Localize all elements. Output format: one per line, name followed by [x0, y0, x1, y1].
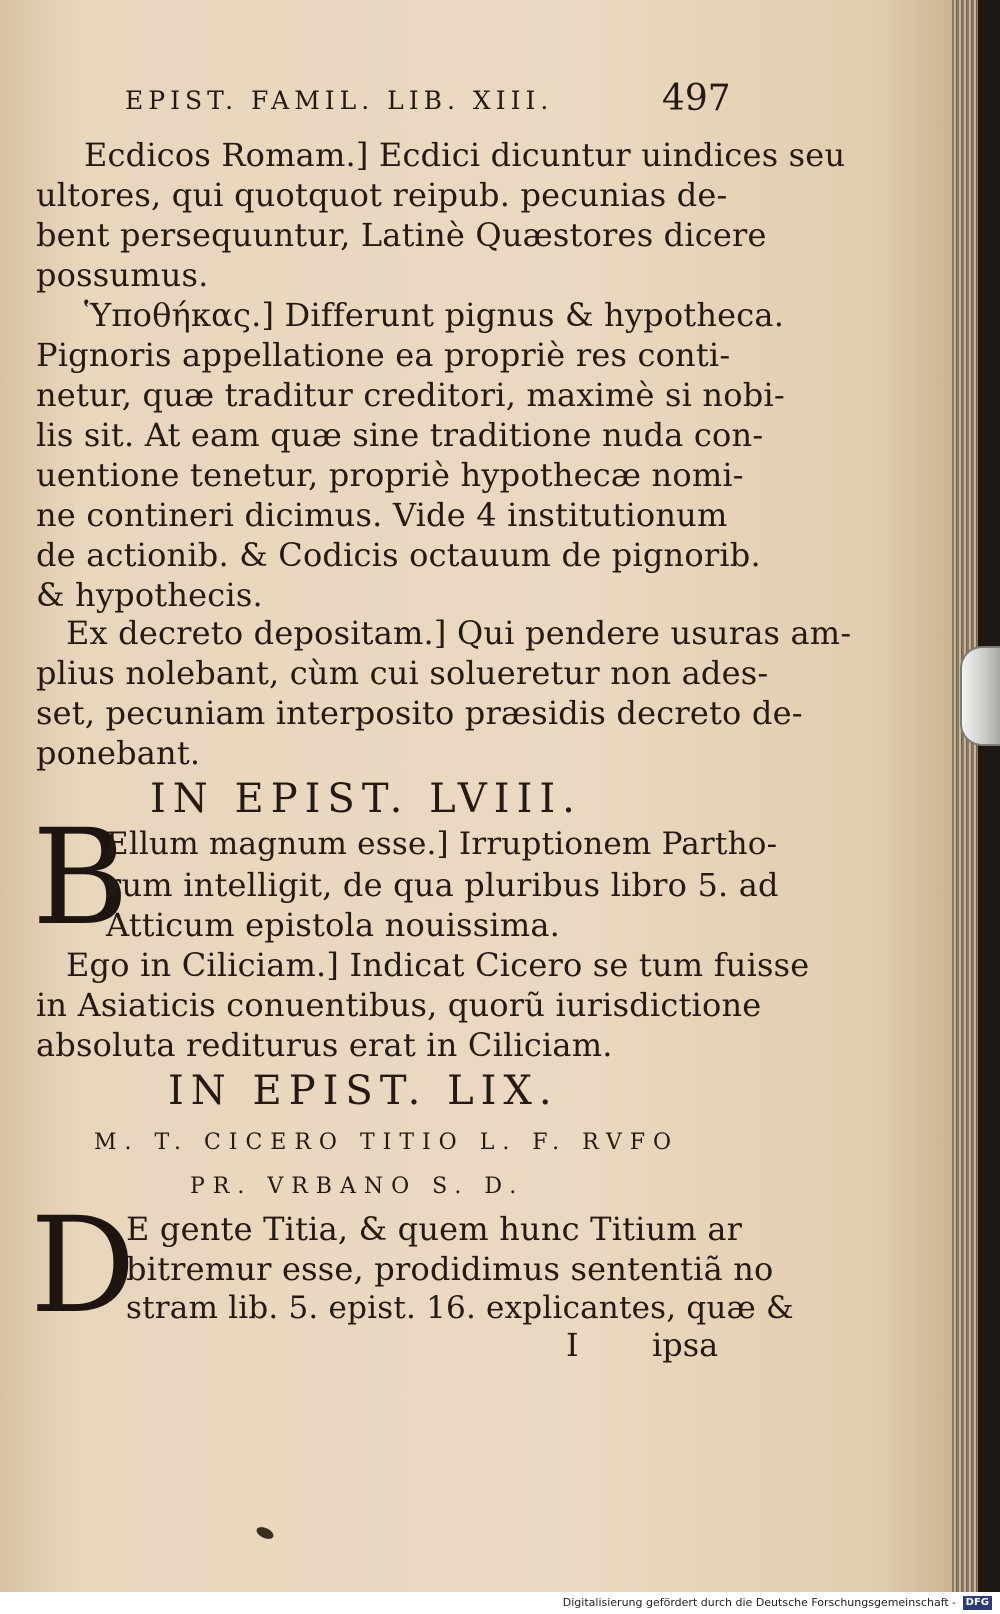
text-line: ponebant. — [36, 734, 201, 772]
text-line: set, pecuniam interposito præsidis decreto de- — [36, 694, 803, 732]
section-heading: IN EPIST. LVIII. — [150, 776, 582, 822]
clasp-tab — [960, 646, 1000, 746]
text-line: bent persequuntur, Latinè Quæstores dicere — [36, 216, 767, 254]
text-line: Atticum epistola nouissima. — [106, 906, 561, 944]
text-line: de actionib. & Codicis octauum de pignorib. — [36, 536, 761, 574]
text-line: ne contineri dicimus. Vide 4 institutionum — [36, 496, 728, 534]
text-line: ultores, qui quotquot reipub. pecunias de- — [36, 176, 728, 214]
footer-credit-text: Digitalisierung gefördert durch die Deutsche Forschungsgemeinschaft - — [562, 1596, 957, 1609]
text-line: E gente Titia, & quem hunc Titium ar — [126, 1210, 743, 1248]
salutation: M. T. CICERO TITIO L. F. RVFO — [94, 1130, 680, 1155]
text-line: possumus. — [36, 256, 209, 294]
page-number: 497 — [662, 78, 731, 119]
page-edge — [952, 0, 978, 1592]
text-line: Ego in Ciliciam.] Indicat Cicero se tum fuisse — [66, 946, 810, 984]
dfg-logo: DFG — [963, 1596, 992, 1610]
text-line: Ellum magnum esse.] Irruptionem Partho- — [106, 826, 778, 862]
catchword: ipsa — [652, 1326, 719, 1364]
text-line: & hypothecis. — [36, 576, 263, 614]
footer-credit — [0, 1592, 1000, 1614]
text-line: lis sit. At eam quæ sine traditione nuda con- — [36, 416, 764, 454]
text-line: stram lib. 5. epist. 16. explicantes, quæ & — [126, 1290, 794, 1326]
text-line: Ecdicos Romam.] Ecdici dicuntur uindices seu — [84, 136, 846, 174]
signature-mark: I — [566, 1326, 579, 1364]
running-head: EPIST. FAMIL. LIB. XIII. — [125, 86, 554, 115]
text-line: absoluta rediturus erat in Ciliciam. — [36, 1026, 613, 1064]
salutation: PR. VRBANO S. D. — [190, 1174, 525, 1199]
text-line: bitremur esse, prodidimus sententiã no — [126, 1250, 774, 1288]
text-line: Ex decreto depositam.] Qui pendere usuras am- — [66, 614, 852, 652]
text-line: plius nolebant, cùm cui solueretur non ades- — [36, 654, 769, 692]
text-line: netur, quæ traditur creditori, maximè si nobi- — [36, 376, 785, 414]
ink-smudge — [255, 1525, 276, 1542]
text-line: rum intelligit, de qua pluribus libro 5. ad — [106, 866, 779, 904]
text-line: Pignoris appellatione ea propriè res conti- — [36, 336, 731, 374]
drop-cap: D — [30, 1189, 136, 1343]
text-line: in Asiaticis conuentibus, quorũ iurisdictione — [36, 986, 762, 1024]
text-line: uentione tenetur, propriè hypothecæ nomi- — [36, 456, 744, 494]
section-heading: IN EPIST. LIX. — [168, 1068, 559, 1114]
drop-cap: B — [32, 801, 130, 955]
text-line: Ὑποθήκας.] Differunt pignus & hypotheca. — [84, 296, 785, 334]
